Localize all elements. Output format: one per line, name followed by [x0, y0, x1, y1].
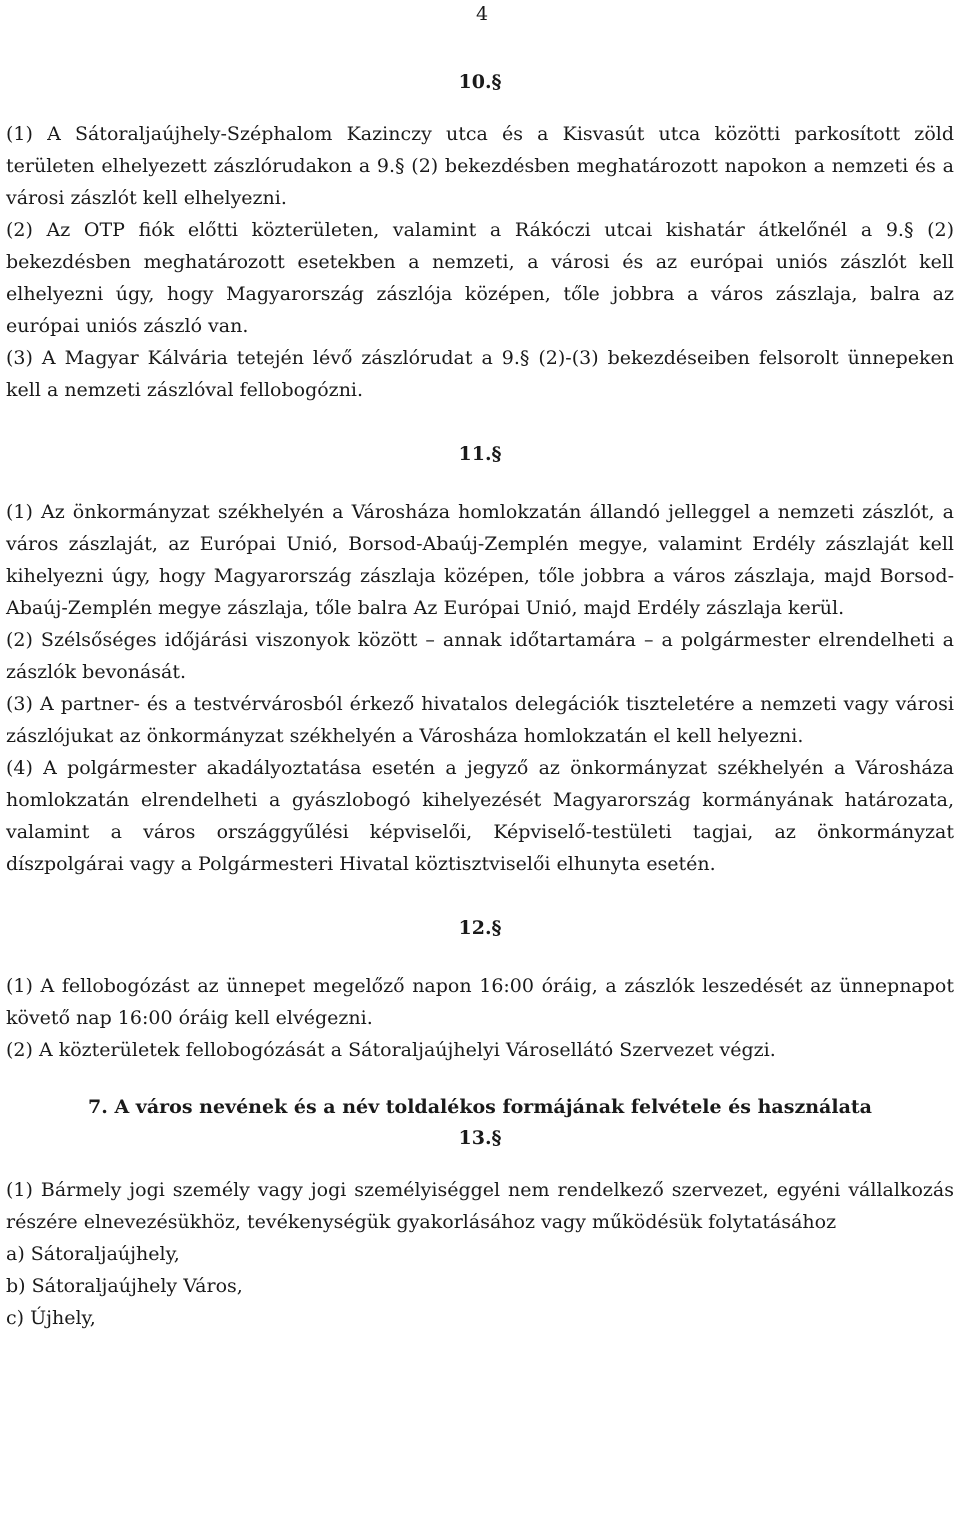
paragraph-12-2: (2) A közterületek fellobogózását a Sátoraljaújhelyi Városellátó Szervezet végzi.: [6, 1039, 776, 1061]
paragraph-10-1: (1) A Sátoraljaújhely-Széphalom Kazinczy utca és a Kisvasút utca közötti parkosított zöld területen elhelyezett zászlórudakon a 9.§ (2) bekezdésben meghatározott napokon a nemzeti és a városi zászlót kell elhelyezni.: [6, 123, 954, 209]
list-item: a) Sátoraljaújhely,: [6, 1243, 180, 1265]
paragraph-11-3: (3) A partner- és a testvérvárosból érkező hivatalos delegációk tiszteletére a nemzeti vagy városi zászlójukat az önkormányzat székhelyén a Városháza homlokzatán el kell helyezni.: [6, 693, 954, 747]
paragraph-11-1: (1) Az önkormányzat székhelyén a Városháza homlokzatán állandó jelleggel a nemzeti zászlót, a város zászlaját, az Európai Unió, Borsod-Abaúj-Zemplén megye, valamint Erdély zászlaját kell kihelyezni úgy, hogy Magyarország zászlaja középen, tőle jobbra a város zászlaja, majd Borsod-Abaúj-Zemplén megye zászlaja, tőle balra Az Európai Unió, majd Erdély zászlaja kerül.: [6, 501, 954, 619]
section-heading-10: 10.§: [458, 71, 502, 93]
paragraph-10-2: (2) Az OTP fiók előtti közterületen, valamint a Rákóczi utcai kishatár átkelőnél a 9.§ (2) bekezdésben meghatározott esetekben a nemzeti, a városi és az európai uniós zászlót kell elhelyezni úgy, hogy Magyarország zászlója középen, tőle jobbra a város zászlaja, balra az európai uniós zászló van.: [6, 219, 954, 337]
section-heading-11: 11.§: [458, 443, 502, 465]
paragraph-12-1: (1) A fellobogózást az ünnepet megelőző napon 16:00 óráig, a zászlók leszedését az ünnepnapot követő nap 16:00 óráig kell elvégezni.: [6, 975, 954, 1029]
paragraph-13-1: (1) Bármely jogi személy vagy jogi személyiséggel nem rendelkező szervezet, egyéni vállalkozás részére elnevezésükhöz, tevékenységük gyakorlásához vagy működésük folytatásához: [6, 1179, 954, 1233]
paragraph-11-4: (4) A polgármester akadályoztatása esetén a jegyző az önkormányzat székhelyén a Városháza homlokzatán elrendelheti a gyászlobogó kihelyezését Magyarország kormányának határozata, valamint a város országgyűlési képviselői, Képviselő-testületi tagjai, az önkormányzat díszpolgárai vagy a Polgármesteri Hivatal köztisztviselői elhunyta esetén.: [6, 757, 954, 875]
section-heading-12: 12.§: [458, 917, 502, 939]
section-heading-13: 13.§: [458, 1127, 502, 1149]
page-number: 4: [475, 3, 489, 25]
chapter-title: 7. A város nevének és a név toldalékos formájának felvétele és használata: [88, 1096, 872, 1118]
paragraph-11-2: (2) Szélsőséges időjárási viszonyok között – annak időtartamára – a polgármester elrendelheti a zászlók bevonását.: [6, 629, 954, 683]
list-item: b) Sátoraljaújhely Város,: [6, 1275, 243, 1297]
list-item: c) Újhely,: [6, 1307, 96, 1329]
paragraph-10-3: (3) A Magyar Kálvária tetején lévő zászlórudat a 9.§ (2)-(3) bekezdéseiben felsorolt ünnepeken kell a nemzeti zászlóval fellobogózni.: [6, 347, 954, 401]
